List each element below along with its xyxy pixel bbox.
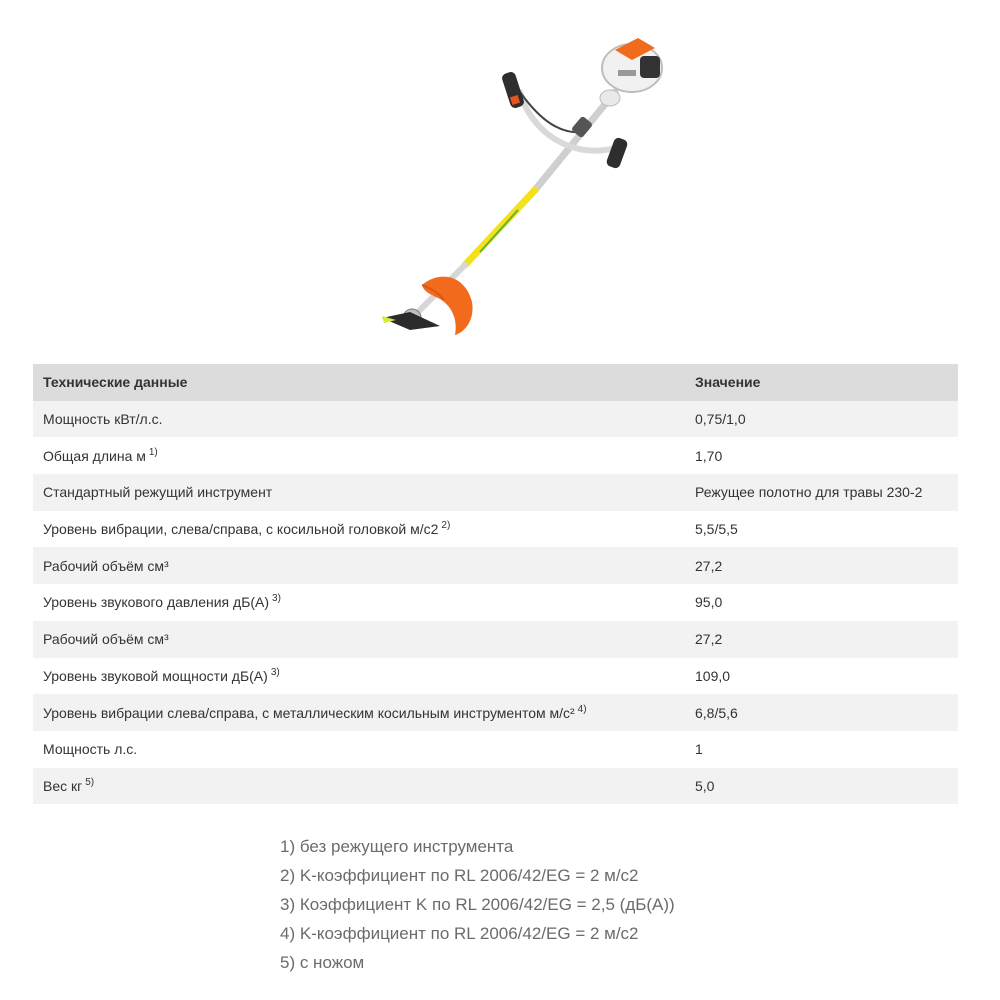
- spec-value: 5,0: [685, 768, 958, 805]
- spec-name-cell: [33, 731, 685, 768]
- spec-name-cell: [33, 474, 685, 511]
- spec-name: Мощность кВт/л.с.: [43, 411, 163, 428]
- product-image: [370, 20, 690, 350]
- footnote-marker: 3): [272, 593, 281, 605]
- table-row: [33, 621, 958, 658]
- column-header-parameter: Технические данные: [33, 364, 685, 401]
- spec-value: Режущее полотно для травы 230-2: [685, 474, 958, 511]
- spec-name-cell: [33, 621, 685, 658]
- spec-name-cell: [33, 511, 685, 548]
- table-row: [33, 768, 958, 805]
- spec-name-cell: [33, 694, 685, 731]
- spec-name-cell: [33, 658, 685, 695]
- column-header-value: Значение: [685, 364, 958, 401]
- footnotes-list: [280, 832, 675, 977]
- spec-name: Рабочий объём см³: [43, 631, 169, 648]
- table-row: [33, 731, 958, 768]
- spec-value: 6,8/5,6: [685, 694, 958, 731]
- spec-name: Рабочий объём см³: [43, 557, 169, 574]
- spec-value: 109,0: [685, 658, 958, 695]
- spec-name: Уровень звукового давления дБ(А): [43, 594, 270, 611]
- table-body: [33, 401, 958, 805]
- footnote-marker: 2): [441, 520, 451, 532]
- spec-name-cell: [33, 401, 685, 438]
- spec-name: Уровень вибрации, слева/справа, с косильной головкой м/с2: [43, 521, 439, 538]
- footnote-marker: 1): [148, 446, 158, 458]
- footnote-marker: 3): [270, 666, 280, 678]
- footnote-item: 3) Коэффициент K по RL 2006/42/EG = 2,5 (дБ(А)): [280, 895, 675, 914]
- spec-name: Стандартный режущий инструмент: [43, 484, 273, 501]
- table-row: [33, 694, 958, 731]
- table-row: [33, 474, 958, 511]
- brush-cutter-image: [370, 20, 690, 350]
- spec-name: Мощность л.с.: [43, 741, 138, 758]
- spec-value: 95,0: [685, 584, 958, 621]
- footnote-item: 2) K-коэффициент по RL 2006/42/EG = 2 м/с2: [280, 866, 639, 885]
- spec-name-cell: [33, 437, 685, 474]
- spec-name: Уровень вибрации слева/справа, с металлическим косильным инструментом м/с²: [43, 704, 575, 721]
- footnote-marker: 4): [577, 703, 587, 715]
- spec-value: 27,2: [685, 621, 958, 658]
- footnote-item: 5) с ножом: [280, 953, 365, 972]
- spec-name: Общая длина м: [43, 447, 146, 464]
- spec-value: 1: [685, 731, 958, 768]
- footnote-item: 4) K-коэффициент по RL 2006/42/EG = 2 м/с2: [280, 924, 639, 943]
- table-row: [33, 584, 958, 621]
- table-header-row: [33, 364, 958, 401]
- table-row: [33, 511, 958, 548]
- footnote-item: 1) без режущего инструмента: [280, 837, 514, 856]
- spec-name-cell: [33, 768, 685, 805]
- spec-name: Уровень звуковой мощности дБ(А): [43, 667, 268, 684]
- spec-value: 27,2: [685, 547, 958, 584]
- footnote-marker: 5): [85, 776, 95, 788]
- spec-name-cell: [33, 584, 685, 621]
- spec-value: 0,75/1,0: [685, 401, 958, 438]
- spec-name-cell: [33, 547, 685, 584]
- table-row: [33, 658, 958, 695]
- spec-value: 1,70: [685, 437, 958, 474]
- table-row: [33, 547, 958, 584]
- specs-table: [33, 364, 958, 804]
- table-row: [33, 437, 958, 474]
- spec-name: Вес кг: [43, 777, 83, 794]
- spec-value: 5,5/5,5: [685, 511, 958, 548]
- table-row: [33, 401, 958, 438]
